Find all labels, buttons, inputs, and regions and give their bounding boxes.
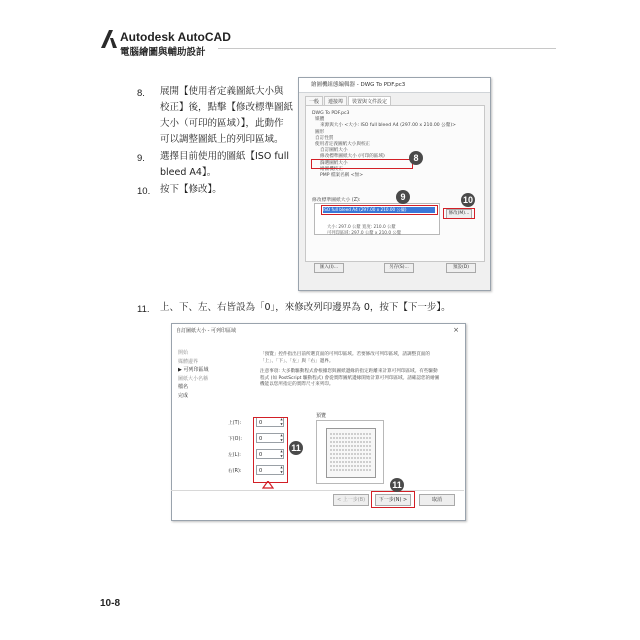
highlight-box bbox=[253, 417, 288, 483]
top-margin-input[interactable]: 0 bbox=[256, 417, 284, 427]
step-8-text bbox=[160, 84, 293, 148]
step-badge: 11 bbox=[289, 441, 303, 455]
step-9-line-1: 選擇目前使用的圖紙【ISO full bbox=[160, 151, 289, 162]
tree-item[interactable]: 媒體 bbox=[315, 117, 325, 123]
tree-item-modify-standard-paper[interactable]: 修改標準圖紙大小 (可印的區域) bbox=[320, 154, 385, 160]
step-9-number: 9. bbox=[137, 153, 145, 164]
nav-step: 檔名 bbox=[178, 384, 189, 391]
spinner-icon[interactable]: ▲ ▼ bbox=[280, 465, 283, 474]
nav-step-current: ▶ 可列印區域 bbox=[178, 367, 209, 374]
step-badge: 8 bbox=[409, 151, 423, 165]
nav-step-current-label: 可列印區域 bbox=[183, 367, 209, 374]
step-10-line-1: 按下【修改】。 bbox=[160, 184, 222, 195]
tree-item[interactable]: 自訂圖紙大小 bbox=[320, 148, 348, 154]
step-8-line-4: 可以調整圖紙上的列印區域。 bbox=[160, 134, 284, 145]
nav-step: 圖紙大小名稱 bbox=[178, 375, 209, 382]
paper-info-line: 大小: 297.0 公釐 寬度: 210.0 公釐 bbox=[327, 225, 396, 230]
step-8-number: 8. bbox=[137, 88, 145, 99]
cancel-button[interactable]: 取消 bbox=[419, 494, 455, 506]
header-divider bbox=[218, 48, 556, 49]
description-paragraph: 注意事項: 大多數驅動程式會根據您與圖紙邊緣的指定距離來計算可列印區域。有些驅動程式 (如 PostScript 驅動程式) 會從實際圖紙邊緣開始計算可列印區域。請確認您的繪圖機能以您所指定的實際尺寸來列印。 bbox=[260, 369, 440, 387]
step-8-line-3: 大小（可印的區域）】，此動作 bbox=[160, 118, 284, 129]
nav-step: 完成 bbox=[178, 392, 189, 399]
right-margin-input[interactable]: 0 bbox=[256, 465, 284, 475]
spinner-icon[interactable]: ▲ ▼ bbox=[280, 417, 283, 426]
step-10-number: 10. bbox=[137, 186, 151, 197]
paper-info-line: 可列印區域: 297.0 公釐 x 210.0 公釐 bbox=[327, 231, 402, 236]
step-8-line-1: 展開【使用者定義圖紙大小與 bbox=[160, 86, 284, 97]
section-label: 修改標準圖紙大小 (Z): bbox=[312, 198, 361, 203]
preview-label: 預覽 bbox=[316, 413, 327, 419]
next-button[interactable]: 下一步(N) > bbox=[375, 494, 411, 506]
plotter-config-window bbox=[298, 77, 491, 291]
wizard-steps bbox=[178, 349, 208, 401]
step-9-text bbox=[160, 149, 289, 181]
nav-step: 媒體邊界 bbox=[178, 358, 199, 365]
window-title: 繪圖機組態編輯器 - DWG To PDF.pc3 bbox=[299, 78, 490, 93]
import-button[interactable]: 匯入(I)... bbox=[314, 263, 344, 273]
tree-item[interactable]: PMP 檔案名稱 <無> bbox=[320, 172, 364, 178]
button-divider bbox=[171, 490, 464, 491]
spinner-icon[interactable]: ▲ ▼ bbox=[280, 433, 283, 442]
preview-lines-icon bbox=[327, 429, 375, 477]
tree-item[interactable]: 圖形 bbox=[315, 129, 325, 135]
top-margin-label: 上(T): bbox=[228, 421, 242, 426]
tree-item[interactable]: 使用者定義圖紙大小與校正 bbox=[315, 141, 371, 147]
book-title: Autodesk AutoCAD bbox=[120, 30, 231, 44]
tree-item[interactable]: 篩選圖紙大小 bbox=[320, 160, 348, 166]
step-9-line-2: bleed A4】。 bbox=[160, 167, 217, 178]
selected-paper-item[interactable]: ISO full bleed A4 (297.00 x 210.00 公釐) bbox=[323, 207, 435, 213]
step-11-number: 11. bbox=[137, 304, 150, 315]
right-margin-label: 右(R): bbox=[228, 469, 242, 474]
tree-item[interactable]: 繪圖機校正 bbox=[320, 166, 343, 172]
window-title: 自訂圖紙大小 - 可列印區域 bbox=[176, 328, 236, 334]
tab-device-settings[interactable]: 裝置與文件設定 bbox=[348, 96, 391, 107]
close-icon[interactable]: × bbox=[453, 326, 459, 334]
step-11-text: 上、下、左、右皆設為「0」，來修改列印邊界為 0，按下【下一步】。 bbox=[160, 302, 451, 313]
highlight-box bbox=[371, 491, 415, 508]
autocad-logo-icon bbox=[101, 30, 117, 48]
left-margin-label: 左(L): bbox=[228, 453, 241, 458]
defaults-button[interactable]: 預設(D) bbox=[446, 263, 476, 273]
highlight-box bbox=[443, 208, 475, 219]
paper-preview bbox=[316, 420, 384, 484]
book-subtitle: 電腦繪圖與輔助設計 bbox=[120, 47, 206, 58]
tree-item[interactable]: 自訂性質 bbox=[315, 135, 334, 141]
nav-step: 開始 bbox=[178, 350, 189, 356]
left-margin-input[interactable]: 0 bbox=[256, 449, 284, 459]
paper-info bbox=[327, 225, 401, 237]
bottom-margin-input[interactable]: 0 bbox=[256, 433, 284, 443]
wizard-description bbox=[260, 352, 440, 389]
description-paragraph: 「預覽」控件指出目前所選頁面的可列印區域。若要修改可列印區域，請調整頁面的「上」、「下」、「左」與「右」邊界。 bbox=[260, 352, 430, 364]
tree-item[interactable]: DWG To PDF.pc3 bbox=[312, 111, 350, 116]
back-button[interactable]: < 上一步(B) bbox=[333, 494, 369, 506]
step-badge: 9 bbox=[396, 190, 410, 204]
bottom-margin-label: 下(O): bbox=[228, 437, 242, 442]
page-number: 10-8 bbox=[100, 598, 121, 609]
preview-paper bbox=[326, 428, 376, 478]
step-badge: 11 bbox=[390, 478, 404, 492]
tree-item[interactable]: 來源與大小 <大小: ISO full bleed A4 (297.00 x 210.00 公釐)> bbox=[320, 123, 456, 129]
step-8-line-2: 校正】後，點擊【修改標準圖紙 bbox=[160, 102, 294, 113]
tab-general[interactable]: 一般 bbox=[305, 96, 323, 107]
spinner-icon[interactable]: ▲ ▼ bbox=[280, 449, 283, 458]
step-badge: 10 bbox=[462, 195, 473, 205]
tab-ports[interactable]: 連接埠 bbox=[324, 96, 347, 107]
modify-button[interactable]: 修改(M)... bbox=[446, 209, 472, 219]
highlight-box bbox=[311, 159, 413, 169]
highlight-box bbox=[321, 205, 438, 215]
cursor-icon bbox=[262, 481, 274, 489]
save-as-button[interactable]: 另存(S)... bbox=[384, 263, 414, 273]
step-10-text bbox=[160, 182, 222, 198]
